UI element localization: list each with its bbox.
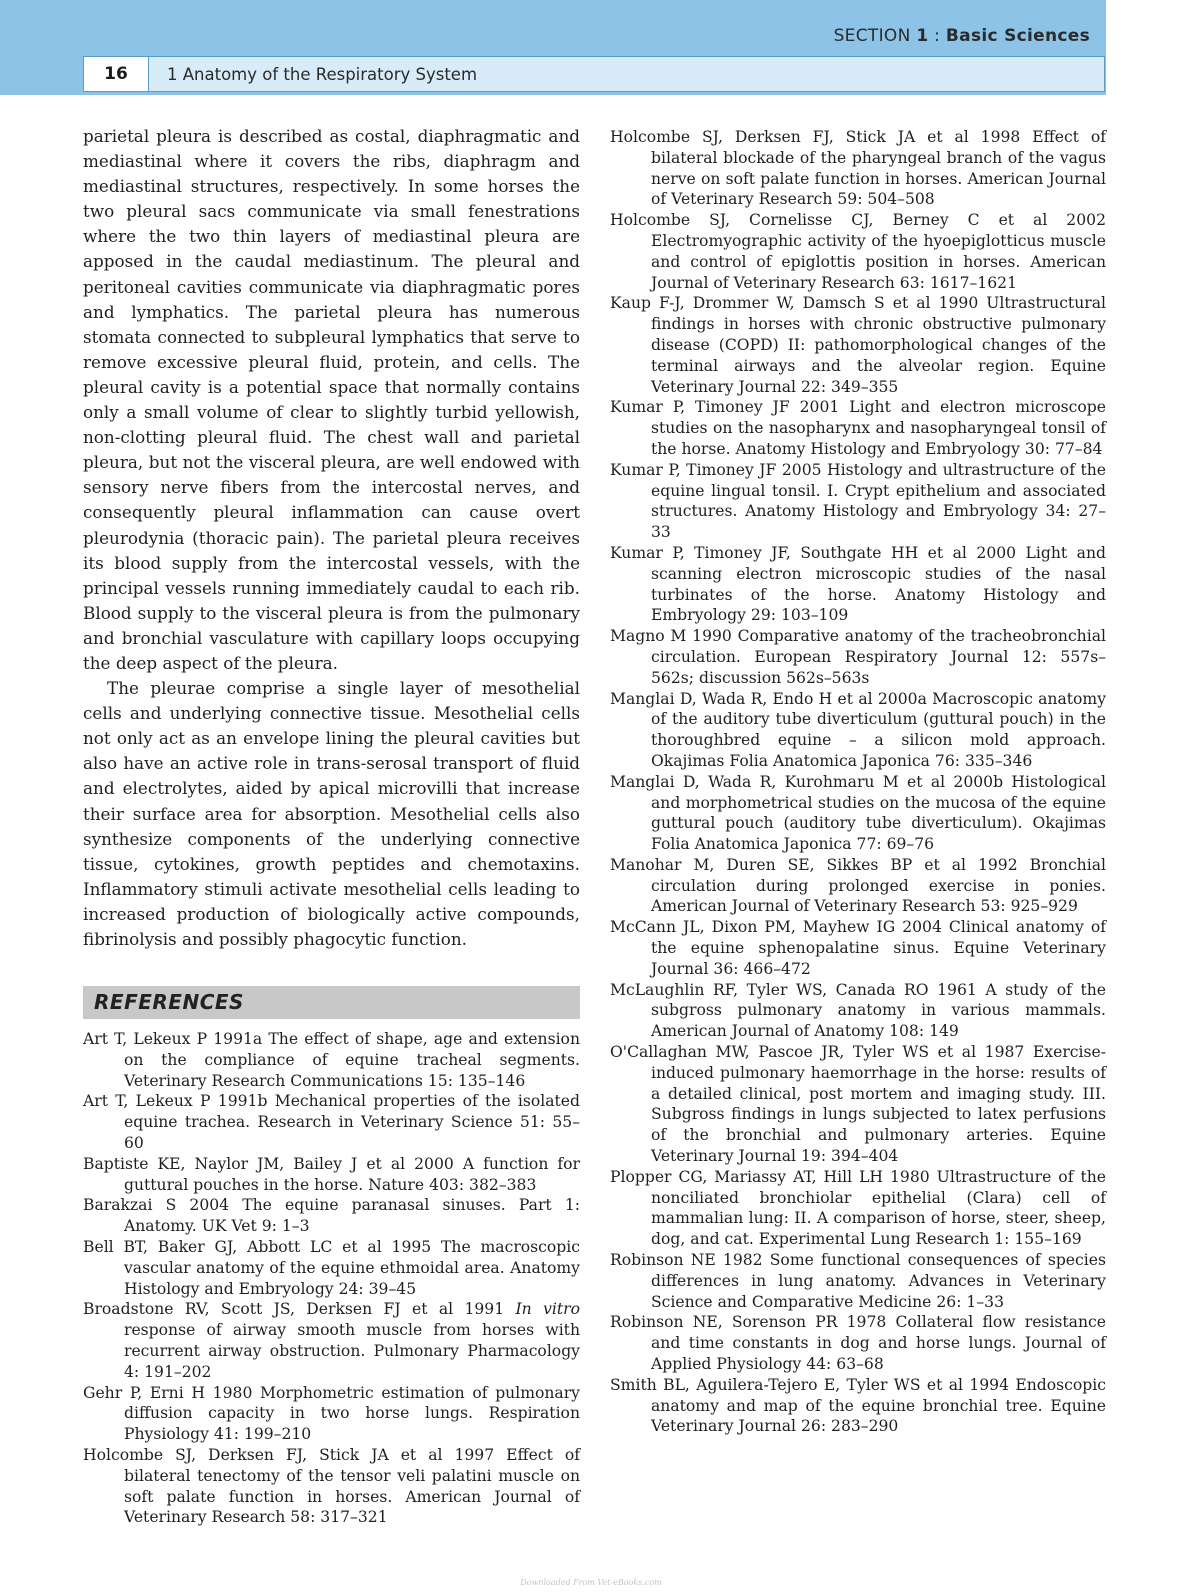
reference-item: Holcombe SJ, Cornelisse CJ, Berney C et al 2002 Electromyographic activity of the hyoepiglotticus muscle and control of epiglottis position in horses. American Journal of Veterinary Research 63: 1617–1621 [610,211,1106,292]
reference-italic-text: In vitro [515,1300,580,1319]
reference-item: O'Callaghan MW, Pascoe JR, Tyler WS et al 1987 Exercise-induced pulmonary haemorrhage in the horse: results of a detailed clinical, post mortem and imaging study. III. Subgross findings in lungs subjected to latex perfusions of the bronchial and pulmonary arteries. Equine Veterinary Journal 19: 394–404 [610,1043,1106,1166]
body-paragraph: parietal pleura is described as costal, diaphragmatic and mediastinal where it covers the ribs, diaphragm and mediastinal structures, respectively. In some horses the two pleural sacs communicate via small fenestrations where the two thin layers of mediastinal pleura are apposed in the caudal mediastinum. The pleural and peritoneal cavities communicate via diaphragmatic pores and lymphatics. The parietal pleura has numerous stomata connected to subpleural lymphatics that serve to remove excessive pleural fluid, protein, and cells. The pleural cavity is a potential space that normally contains only a small volume of clear to slightly turbid yellowish, non-clotting pleural fluid. The chest wall and parietal pleura, but not the visceral pleura, are well endowed with sensory nerve fibers from the intercostal nerves, and consequently pleural inflammation can cause overt pleurodynia (thoracic pain). The parietal pleura receives its blood supply from the intercostal vessels, with the principal vessels running immediately caudal to each rib. Blood supply to the visceral pleura is from the pulmonary and bronchial vasculature with capillary loops occupying the deep aspect of the pleura. [83,126,580,673]
section-title: Basic Sciences [945,26,1090,46]
section-prefix: SECTION [833,26,911,46]
right-column [610,127,1106,1437]
reference-item: Manglai D, Wada R, Kurohmaru M et al 2000b Histological and morphometrical studies on the mucosa of the equine guttural pouch (auditory tube diverticulum). Okajimas Folia Anatomica Japonica 77: 69–76 [610,772,1106,854]
reference-item: Art T, Lekeux P 1991b Mechanical properties of the isolated equine trachea. Research in Veterinary Science 51: 55–60 [83,1092,580,1153]
reference-item: McLaughlin RF, Tyler WS, Canada RO 1961 A study of the subgross pulmonary anatomy in various mammals. American Journal of Anatomy 108: 149 [610,980,1106,1041]
reference-text: response of airway smooth muscle from horses with recurrent airway obstruction. Pulmonary Pharmacology 4: 191–202 [124,1321,580,1381]
reference-list-left [83,1029,580,1528]
watermark: Downloaded From Vet-eBooks.com [520,1578,662,1587]
reference-item: Robinson NE, Sorenson PR 1978 Collateral flow resistance and time constants in dog and horse lungs. Journal of Applied Physiology 44: 63–68 [610,1313,1106,1374]
reference-item: Gehr P, Erni H 1980 Morphometric estimation of pulmonary diffusion capacity in two horse lungs. Respiration Physiology 41: 199–210 [83,1383,580,1444]
reference-item: Barakzai S 2004 The equine paranasal sinuses. Part 1: Anatomy. UK Vet 9: 1–3 [83,1196,580,1236]
page-number: 16 [84,57,149,91]
chapter-title: 1 Anatomy of the Respiratory System [167,64,478,84]
left-column [83,124,580,1528]
reference-item: Kaup F-J, Drommer W, Damsch S et al 1990 Ultrastructural findings in horses with chronic obstructive pulmonary disease (COPD) II: pathomorphological changes of the terminal airways and the alveolar region. Equine Veterinary Journal 22: 349–355 [610,294,1106,396]
section-label [834,26,1090,46]
reference-item: Smith BL, Aguilera-Tejero E, Tyler WS et al 1994 Endoscopic anatomy and map of the equine bronchial tree. Equine Veterinary Journal 26: 283–290 [610,1375,1106,1436]
reference-list-right [610,127,1106,1437]
reference-item: Holcombe SJ, Derksen FJ, Stick JA et al 1998 Effect of bilateral blockade of the pharyngeal branch of the vagus nerve on soft palate function in horses. American Journal of Veterinary Research 59: 504–508 [610,128,1106,209]
reference-item: Kumar P, Timoney JF 2001 Light and electron microscope studies on the nasopharynx and nasopharyngeal tonsil of the horse. Anatomy Histology and Embryology 30: 77–84 [610,398,1106,458]
reference-item: McCann JL, Dixon PM, Mayhew IG 2004 Clinical anatomy of the equine sphenopalatine sinus. Equine Veterinary Journal 36: 466–472 [610,918,1106,978]
reference-item: Manglai D, Wada R, Endo H et al 2000a Macroscopic anatomy of the auditory tube diverticulum (guttural pouch) in the thoroughbred equine – a silicon mold approach. Okajimas Folia Anatomica Japonica 76: 335–346 [610,689,1106,770]
references-heading: REFERENCES [83,986,580,1019]
reference-item: Kumar P, Timoney JF 2005 Histology and ultrastructure of the equine lingual tonsil. I. Crypt epithelium and associated structures. Anatomy Histology and Embryology 34: 27–33 [610,460,1106,542]
reference-item: Bell BT, Baker GJ, Abbott LC et al 1995 The macroscopic vascular anatomy of the equine ethmoidal area. Anatomy Histology and Embryology 24: 39–45 [83,1238,580,1298]
reference-item: Plopper CG, Mariassy AT, Hill LH 1980 Ultrastructure of the nonciliated bronchiolar epithelial (Clara) cell of mammalian lung: II. A comparison of horse, steer, sheep, dog, and cat. Experimental Lung Research 1: 155–169 [610,1167,1106,1249]
running-header [83,56,1105,92]
reference-text: Broadstone RV, Scott JS, Derksen FJ et al 1991 [83,1300,516,1319]
reference-item: Holcombe SJ, Derksen FJ, Stick JA et al 1997 Effect of bilateral tenectomy of the tensor veli palatini muscle on soft palate function in horses. American Journal of Veterinary Research 58: 317–321 [83,1446,580,1527]
reference-item: Art T, Lekeux P 1991a The effect of shape, age and extension on the compliance of equine tracheal segments. Veterinary Research Communications 15: 135–146 [83,1030,580,1090]
reference-item: Baptiste KE, Naylor JM, Bailey J et al 2000 A function for guttural pouches in the horse. Nature 403: 382–383 [83,1154,580,1194]
section-separator: : [934,26,941,46]
reference-item: Robinson NE 1982 Some functional consequences of species differences in lung anatomy. Advances in Veterinary Science and Comparative Medicine 26: 1–33 [610,1251,1106,1311]
reference-item: Kumar P, Timoney JF, Southgate HH et al 2000 Light and scanning electron microscopic studies of the nasal turbinates of the horse. Anatomy Histology and Embryology 29: 103–109 [610,543,1106,625]
section-number: 1 [916,26,929,46]
reference-item: Magno M 1990 Comparative anatomy of the tracheobronchial circulation. European Respiratory Journal 12: 557s–562s; discussion 562s–563s [610,627,1106,687]
reference-item: Manohar M, Duren SE, Sikkes BP et al 1992 Bronchial circulation during prolonged exercise in ponies. American Journal of Veterinary Research 53: 925–929 [610,855,1106,916]
reference-item [83,1299,580,1382]
body-paragraph: The pleurae comprise a single layer of mesothelial cells and underlying connective tissue. Mesothelial cells not only act as an envelope lining the pleural cavities but also have an active role in trans-serosal transport of fluid and electrolytes, aided by apical microvilli that increase their surface area for absorption. Mesothelial cells also synthesize components of the underlying connective tissue, cytokines, growth peptides and chemotaxins. Inflammatory stimuli activate mesothelial cells leading to increased production of biologically active compounds, fibrinolysis and possibly phagocytic function. [83,678,580,949]
